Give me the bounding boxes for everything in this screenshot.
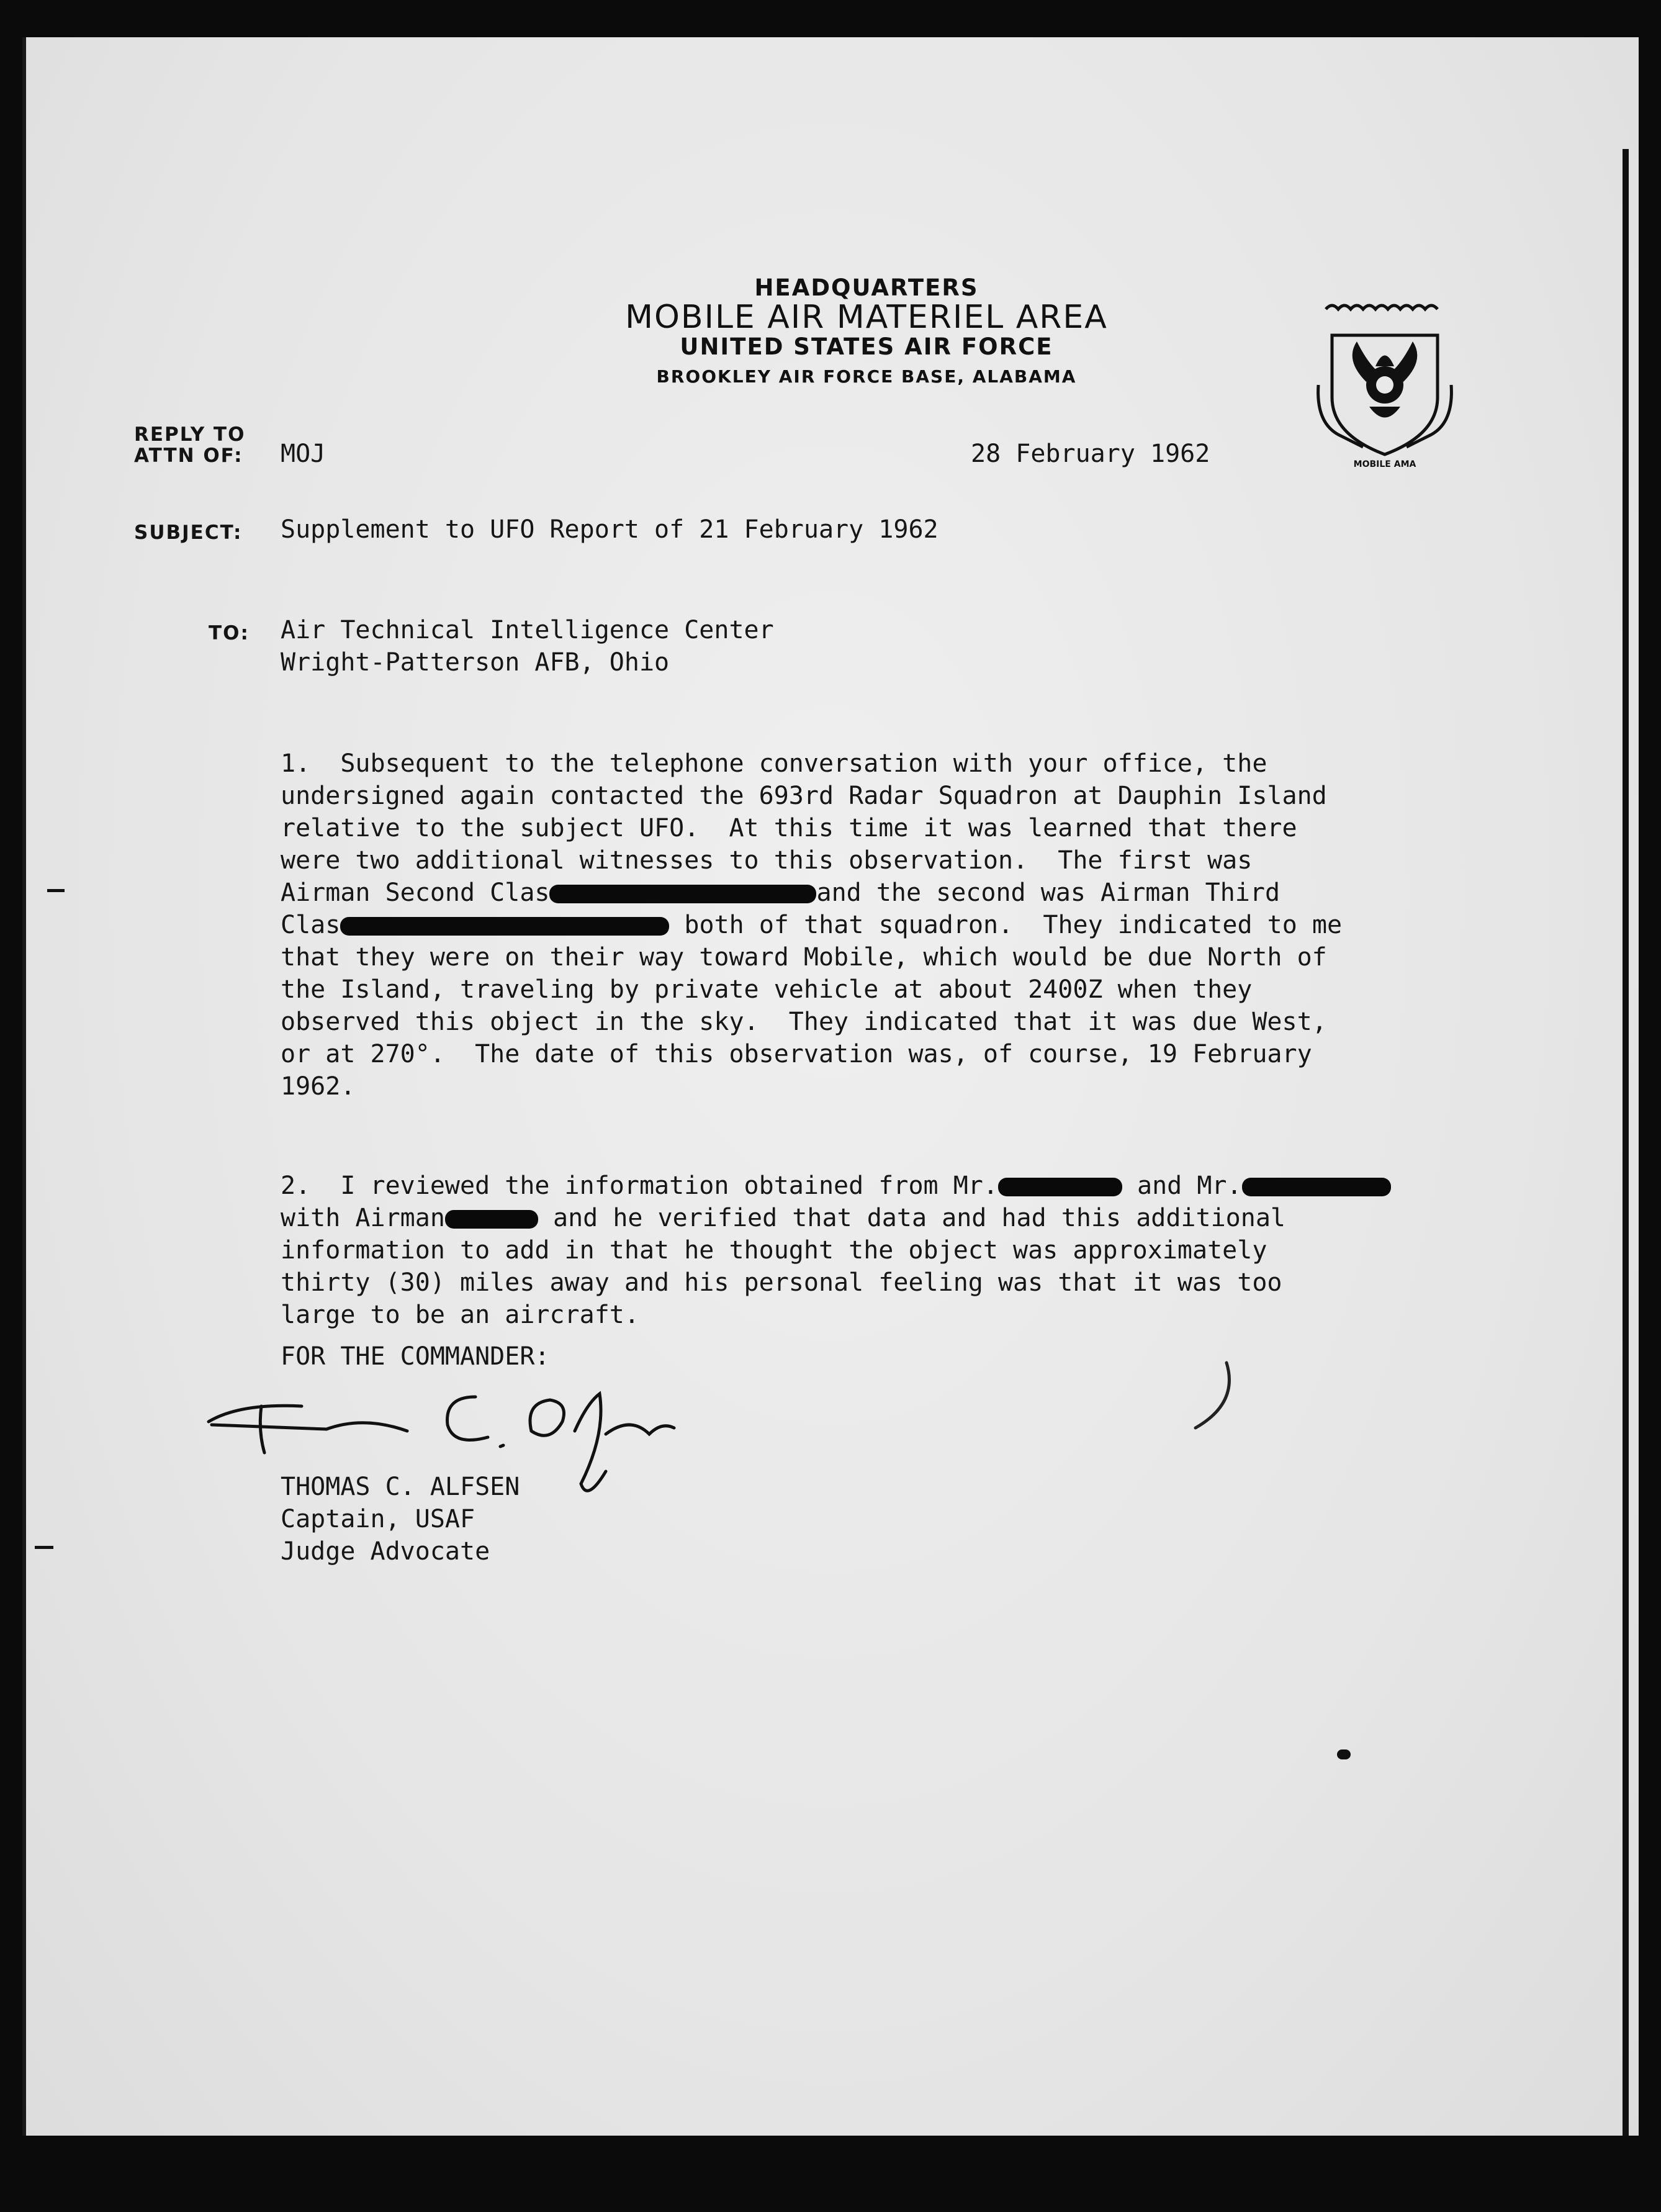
p2-line: large to be an aircraft. [281,1301,639,1329]
redaction-mark [998,1178,1122,1196]
p1-line: the Island, traveling by private vehicle at about 2400Z when they [281,975,1253,1004]
p1-line: 1. Subsequent to the telephone conversation with your office, the [281,749,1267,778]
redaction-mark [1242,1178,1391,1196]
paragraph-2 [281,1137,1391,1363]
scan-edge-right [1623,149,1629,2160]
p2-line: and he verified that data and had this additional [538,1204,1286,1232]
letterhead-command: MOBILE AIR MATERIEL AREA [625,299,1108,336]
subject-text: Supplement to UFO Report of 21 February 1962 [281,515,939,544]
ink-speck [1337,1749,1351,1759]
p1-line: both of that squadron. They indicated to me [669,911,1343,939]
stray-pen-mark [1189,1360,1245,1434]
p1-line: that they were on their way toward Mobile, which would be due North of [281,943,1327,972]
p1-line: undersigned again contacted the 693rd Radar Squadron at Dauphin Island [281,782,1327,810]
p2-line: with Airman [281,1204,445,1232]
paragraph-1 [281,715,1342,1135]
closing-line: FOR THE COMMANDER: [281,1342,550,1371]
signer-title: Judge Advocate [281,1537,490,1566]
p2-line: and Mr. [1122,1171,1242,1200]
reply-office-symbol: MOJ [281,440,326,468]
p1-line: or at 270°. The date of this observation was, of course, 19 February [281,1040,1312,1068]
p1-line: relative to the subject UFO. At this time it was learned that there [281,814,1297,842]
reply-label-line2: ATTN OF: [134,445,243,467]
to-line2: Wright-Patterson AFB, Ohio [281,648,670,677]
scan-bottom-edge [0,2136,1661,2212]
p1-line: Airman Second Clas [281,878,550,907]
redaction-mark [445,1210,538,1229]
p1-line: were two additional witnesses to this observation. The first was [281,846,1253,875]
p2-line: 2. I reviewed the information obtained from Mr. [281,1171,998,1200]
p1-line: and the second was Airman Third [816,878,1281,907]
letterhead [556,274,1177,387]
p1-line: observed this object in the sky. They indicated that it was due West, [281,1008,1327,1036]
letterhead-service: UNITED STATES AIR FORCE [680,333,1053,360]
signer-rank: Captain, USAF [281,1505,475,1533]
signer-name: THOMAS C. ALFSEN [281,1473,520,1501]
letterhead-base: BROOKLEY AIR FORCE BASE, ALABAMA [656,366,1077,387]
p2-line: information to add in that he thought the object was approximately [281,1236,1267,1265]
to-line1: Air Technical Intelligence Center [281,616,774,644]
reply-label-line1: REPLY TO [134,423,246,446]
margin-mark [47,889,65,892]
letter-page [22,37,1639,2173]
redaction-mark [340,917,669,936]
p1-line: 1962. [281,1072,356,1101]
to-label: TO: [209,622,250,644]
p1-line: Clas [281,911,341,939]
letter-date: 28 February 1962 [971,440,1210,468]
seal-text: MOBILE AMA [1353,459,1416,469]
unit-emblem-icon [1313,292,1456,478]
subject-label: SUBJECT: [134,521,243,544]
scan-edge-left [22,37,26,2173]
letterhead-headquarters: HEADQUARTERS [754,274,979,301]
margin-mark [35,1546,53,1549]
p2-line: thirty (30) miles away and his personal feeling was that it was too [281,1268,1282,1297]
redaction-mark [549,885,816,903]
